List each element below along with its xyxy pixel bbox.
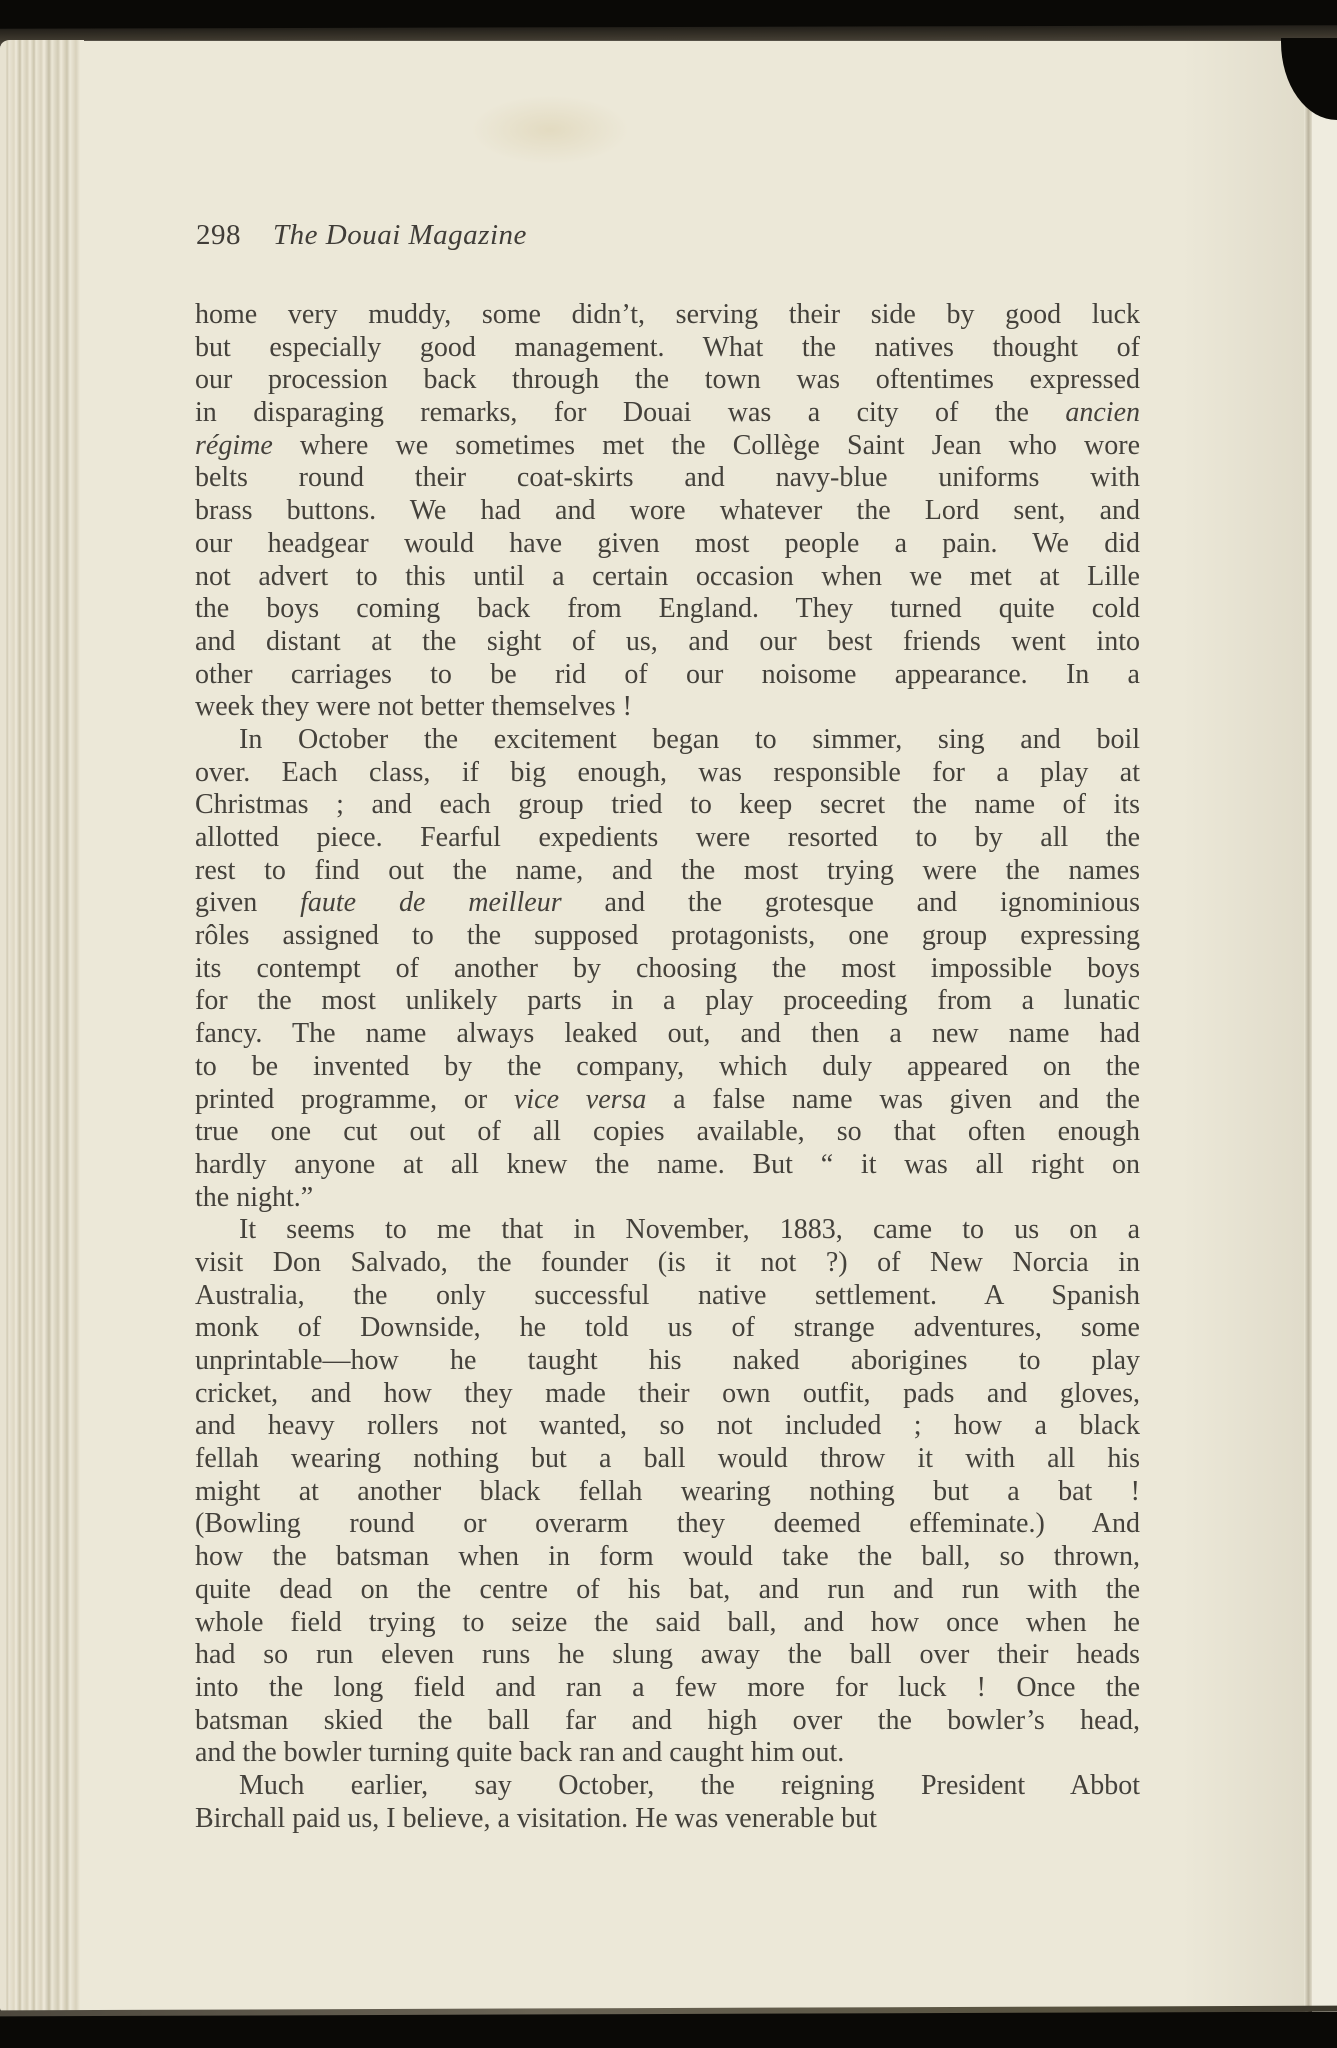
page-edge-stack <box>0 40 84 2012</box>
text-line: given faute de meilleur and the grotesque and ignominious <box>195 887 1140 919</box>
body-text <box>195 299 1140 1835</box>
text-line: visit Don Salvado, the founder (is it not ?) of New Norcia in <box>195 1246 1140 1278</box>
text-line: Birchall paid us, I believe, a visitation. He was venerable but <box>195 1802 877 1834</box>
paragraph <box>195 1770 1140 1835</box>
text-line: rôles assigned to the supposed protagonists, one group expressing <box>195 920 1140 952</box>
text-line: our procession back through the town was oftentimes expressed <box>195 364 1140 396</box>
text-line: batsman skied the ball far and high over the bowler’s head, <box>195 1704 1140 1736</box>
text-line: and heavy rollers not wanted, so not included ; how a black <box>195 1410 1140 1442</box>
text-line: the night.” <box>195 1181 314 1213</box>
running-head <box>196 219 527 252</box>
text-line: how the batsman when in form would take the ball, so thrown, <box>195 1541 1140 1573</box>
text-line: our headgear would have given most people a pain. We did <box>195 527 1140 559</box>
text-line: monk of Downside, he told us of strange adventures, some <box>195 1312 1140 1344</box>
text-line: Christmas ; and each group tried to keep secret the name of its <box>195 789 1140 821</box>
text-line: In October the excitement began to simmer, sing and boil <box>239 723 1140 755</box>
text-line: Much earlier, say October, the reigning President Abbot <box>239 1769 1140 1801</box>
page-stain <box>470 95 630 165</box>
text-line: had so run eleven runs he slung away the ball over their heads <box>195 1639 1140 1671</box>
text-line: fellah wearing nothing but a ball would throw it with all his <box>195 1443 1140 1475</box>
text-line: into the long field and ran a few more for luck ! Once the <box>195 1671 1140 1703</box>
text-line: hardly anyone at all knew the name. But “ it was all right on <box>195 1148 1140 1180</box>
text-line: quite dead on the centre of his bat, and run and run with the <box>195 1573 1140 1605</box>
paragraph <box>195 724 1140 1214</box>
text-line: printed programme, or vice versa a false name was given and the <box>195 1083 1140 1115</box>
text-line: and distant at the sight of us, and our best friends went into <box>195 625 1140 657</box>
text-line: other carriages to be rid of our noisome appearance. In a <box>195 658 1140 690</box>
text-line: but especially good management. What the natives thought of <box>195 331 1140 363</box>
text-line: rest to find out the name, and the most trying were the names <box>195 854 1140 886</box>
text-line: whole field trying to seize the said ball, and how once when he <box>195 1606 1140 1638</box>
text-line: not advert to this until a certain occasion when we met at Lille <box>195 560 1140 592</box>
running-title: The Douai Magazine <box>273 219 527 251</box>
text-line: week they were not better themselves ! <box>195 691 632 723</box>
text-line: the boys coming back from England. They turned quite cold <box>195 593 1140 625</box>
text-line: home very muddy, some didn’t, serving their side by good luck <box>195 299 1140 330</box>
text-line: unprintable—how he taught his naked aborigines to play <box>195 1345 1140 1376</box>
text-line: its contempt of another by choosing the most impossible boys <box>195 952 1140 984</box>
paragraph <box>195 299 1140 724</box>
text-line: belts round their coat-skirts and navy-blue uniforms with <box>195 462 1140 494</box>
paragraph <box>195 1214 1140 1770</box>
page-number: 298 <box>196 219 241 251</box>
text-line: to be invented by the company, which duly appeared on the <box>195 1050 1140 1082</box>
text-line: might at another black fellah wearing nothing but a bat ! <box>195 1475 1140 1507</box>
gutter-shading <box>1180 40 1304 2012</box>
facing-page-sliver <box>1312 40 1337 2012</box>
text-line: for the most unlikely parts in a play proceeding from a lunatic <box>195 985 1140 1017</box>
text-line: régime where we sometimes met the Collège Saint Jean who wore <box>195 429 1140 461</box>
text-line: fancy. The name always leaked out, and then a new name had <box>195 1018 1140 1050</box>
text-line: (Bowling round or overarm they deemed effeminate.) And <box>195 1508 1140 1540</box>
text-line: It seems to me that in November, 1883, came to us on a <box>239 1214 1140 1246</box>
text-line: and the bowler turning quite back ran and caught him out. <box>195 1737 845 1769</box>
text-line: Australia, the only successful native settlement. A Spanish <box>195 1279 1140 1311</box>
gutter-crease <box>1304 40 1312 2012</box>
text-line: over. Each class, if big enough, was responsible for a play at <box>195 756 1140 788</box>
text-line: allotted piece. Fearful expedients were resorted to by all the <box>195 822 1140 853</box>
text-line: brass buttons. We had and wore whatever the Lord sent, and <box>195 495 1140 527</box>
text-line: in disparaging remarks, for Douai was a city of the ancien <box>195 397 1140 429</box>
text-line: cricket, and how they made their own outfit, pads and gloves, <box>195 1377 1140 1409</box>
text-line: true one cut out of all copies available, so that often enough <box>195 1116 1140 1148</box>
